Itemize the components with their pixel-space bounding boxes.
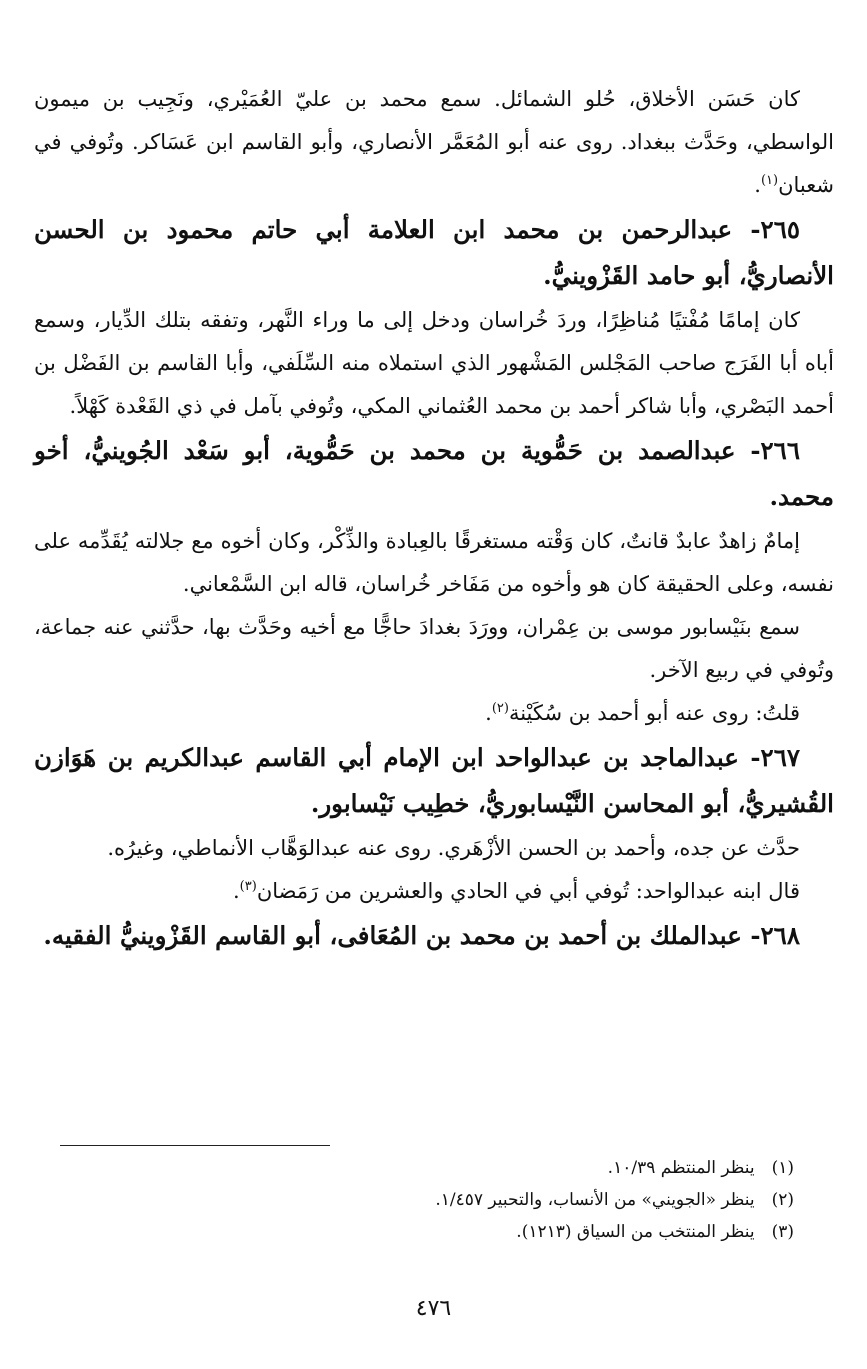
entry-title-265 — [34, 207, 834, 299]
entry-number: ٢٦٨- — [750, 921, 800, 950]
footnote-number: (٣) — [771, 1222, 794, 1242]
footnote-ref-2: (٢) — [491, 701, 509, 716]
footnote-2 — [34, 1184, 794, 1216]
entry-name: عبدالرحمن بن محمد ابن العلامة أبي حاتم محمود بن — [122, 215, 733, 244]
text-line: الأنماطي، وغيرُه. — [107, 836, 254, 860]
text-line: كان إمامًا مُفْتيًا مُناظِرًا، وردَ خُراسان ودخل إلى ما وراء النَّهر، وتفقه — [200, 308, 800, 332]
paragraph-264-bio — [34, 78, 834, 207]
text-line: السِّلَفي، وأبا القاسم بن الفَضْل بن أحمد البَصْري، وأبا شاكر أحمد بن محمد — [34, 351, 834, 418]
entry-name: القَزْوينيُّ الفقيه. — [43, 921, 207, 950]
text-line: بتلك الدِّيار، وسمع أباه أبا الفَرَج صاحب المَجْلس المَشْهور الذي استملاه منه — [34, 308, 834, 375]
footnotes — [34, 1152, 794, 1248]
footnote-text: ينظر المنتظم ١٠/٣٩. — [607, 1158, 755, 1178]
text-line: حدَّثني عنه جماعة، وتُوفي في ربيع الآخر. — [34, 615, 834, 682]
footnote-text: ينظر المنتخب من السياق (١٢١٣). — [516, 1222, 755, 1242]
entry-title-266 — [34, 428, 834, 520]
entry-title-267 — [34, 735, 834, 827]
text-line: وأبو القاسم ابن عَسَاكر. وتُوفي في شعبان — [34, 130, 834, 197]
footnote-text: ينظر «الجويني» من الأنساب، والتحبير ١/٤٥٧. — [435, 1190, 755, 1210]
text-line: قلتُ: روى عنه أبو أحمد بن سُكَيْنة — [508, 701, 800, 725]
footnote-3 — [34, 1216, 794, 1248]
entry-title-268 — [34, 913, 834, 959]
text-line: ونَجِيب بن ميمون الواسطي، وحَدَّث ببغداد. روى عنه أبو المُعَمَّر الأنصاري، — [34, 87, 834, 154]
entry-name: هَوَازن القُشيريُّ، أبو المحاسن النَّيْسابوريُّ، خطِيب نَيْسابور. — [34, 743, 834, 818]
main-text — [34, 78, 834, 959]
entry-number: ٢٦٧- — [750, 743, 801, 772]
punctuation: . — [485, 701, 492, 725]
entry-name: الجُوينيُّ، أخو محمد. — [34, 436, 834, 511]
punctuation: . — [754, 173, 761, 197]
entry-name: عبدالصمد بن حَمُّوية بن محمد بن حَمُّوية، أبو سَعْد — [183, 436, 736, 465]
footnote-number: (٢) — [771, 1190, 794, 1210]
page-number: ٤٧٦ — [415, 1296, 452, 1321]
entry-name: عبدالملك بن أحمد بن محمد بن المُعَافى، أبو القاسم — [215, 921, 742, 950]
text-line: إمامٌ زاهدٌ عابدٌ قانتٌ، كان وَقْته مستغرقًا بالعِبادة والذِّكْر، وكان أخوه مع — [191, 529, 801, 553]
entry-name: الحسن الأنصاريُّ، أبو حامد القَزْوينيُّ. — [34, 215, 834, 290]
footnote-divider — [60, 1145, 330, 1146]
footnote-number: (١) — [771, 1158, 794, 1178]
entry-number: ٢٦٦- — [750, 436, 800, 465]
paragraph-267-bio — [34, 827, 834, 870]
paragraph-265-bio — [34, 299, 834, 428]
paragraph-267-death — [34, 870, 834, 913]
footnote-ref-1: (١) — [760, 173, 779, 188]
paragraph-266-hadith — [34, 606, 834, 692]
text-line: قاله ابن السَّمْعاني. — [182, 572, 348, 596]
punctuation: . — [232, 879, 240, 903]
footnote-1 — [34, 1152, 794, 1184]
entry-number: ٢٦٥- — [750, 215, 801, 244]
text-line: قال ابنه عبدالواحد: تُوفي أبي في الحادي والعشرين من رَمَضان — [256, 879, 800, 903]
paragraph-266-note — [34, 692, 834, 735]
text-line: العُثماني المكي، وتُوفي بآمل في ذي القَعْدة كَهْلاً. — [69, 394, 489, 418]
text-line: حدَّث عن جده، وأحمد بن الحسن الأزْهَري. روى عنه عبدالوَهَّاب — [260, 836, 800, 860]
text-line: كان حَسَن الأخلاق، حُلو الشمائل. سمع محمد بن عليّ العُمَيْري، — [206, 87, 800, 111]
entry-name: عبدالماجد بن عبدالواحد ابن الإمام أبي القاسم عبدالكريم بن — [107, 743, 739, 772]
text-line: جلالته يُقَدِّمه على نفسه، وعلى الحقيقة كان هو وأخوه من مَفَاخر خُراسان، — [34, 529, 834, 596]
footnote-ref-3: (٣) — [239, 879, 257, 894]
text-line: سمع بنَيْسابور موسى بن عِمْران، وورَدَ بغدادَ حاجًّا مع أخيه وحَدَّث بها، — [202, 615, 800, 639]
paragraph-266-bio — [34, 520, 834, 606]
